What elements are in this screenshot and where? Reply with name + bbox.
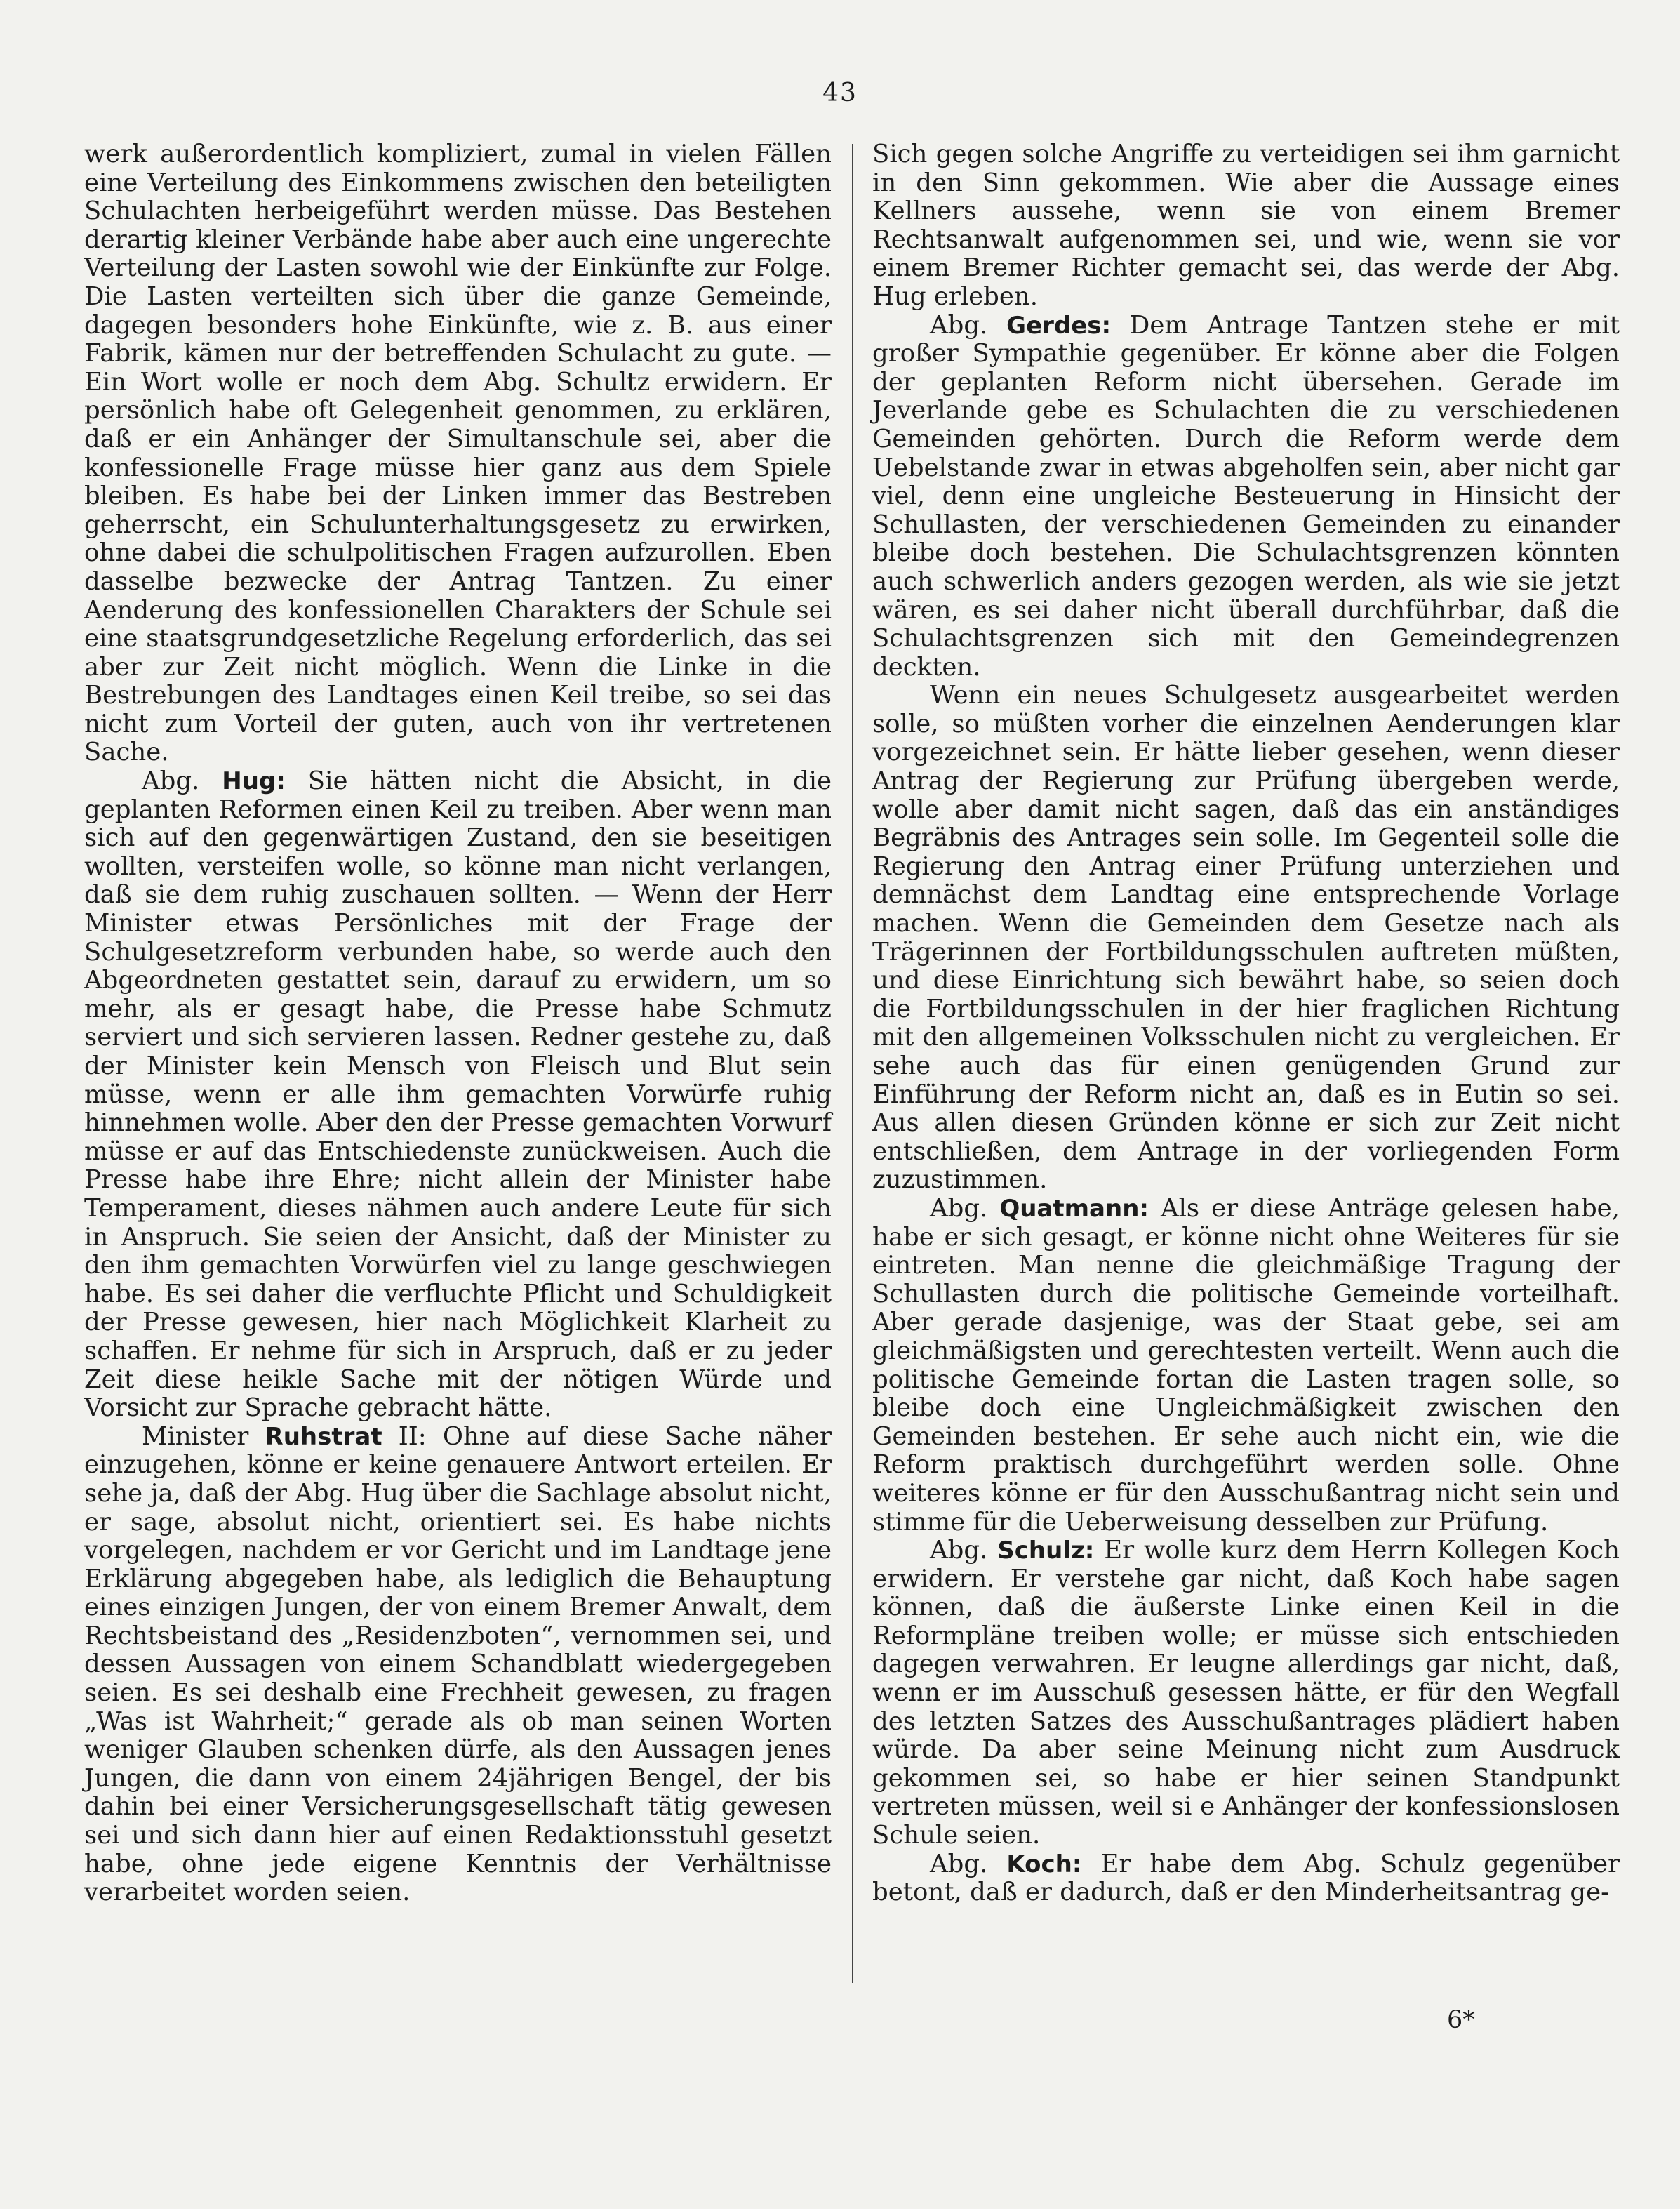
speaker-name: Schulz: (997, 1537, 1095, 1565)
speech-text: Er wolle kurz dem Herrn Kollegen Koch erwidern. Er verstehe gar nicht, daß Koch habe sagen können, daß die äußerste Linke einen Keil in die Reformpläne treiben wolle; er müsse sich entschieden dagegen verwahren. Er leugne allerdings gar nicht, daß, wenn er im Ausschuß gesessen hätte, er für den Wegfall des letzten Satzes des Ausschußantrages plädiert haben würde. Da aber seine Meinung nicht zum Ausdruck gekommen sei, so habe er hier seinen Standpunkt vertreten müssen, weil si e Anhänger der konfessionslosen Schule seien. (872, 1536, 1620, 1850)
page-number: 43 (822, 79, 858, 107)
speaker-prefix: Minister (142, 1421, 249, 1451)
sheet-signature: 6* (1447, 2006, 1475, 2034)
paragraph (872, 682, 1620, 1195)
paragraph-text: Sich gegen solche Angriffe zu verteidigen sei ihm garnicht in den Sinn gekommen. Wie aber die Aussage eines Kellners aussehe, wenn sie von einem Bremer Rechtsanwalt aufgenommen sei, und wie, wenn sie vor einem Bremer Richter gemacht sei, das werde der Abg. Hug erleben. (872, 140, 1620, 311)
paragraph-continuation (84, 140, 832, 767)
column-divider (852, 144, 853, 1983)
paragraph-text: Wenn ein neues Schulgesetz ausgearbeitet werden solle, so müßten vorher die einzelnen Aenderungen klar vorgezeichnet sein. Er hätte lieber gesehen, wenn dieser Antrag der Regierung zur Prüfung übergeben werde, wolle aber damit nicht sagen, daß das ein anständiges Begräbnis des Antrages sein solle. Im Gegenteil solle die Regierung den Antrag einer Prüfung unterziehen und demnächst dem Landtag eine entsprechende Vorlage machen. Wenn die Gemeinden dem Gesetze nach als Trägerinnen der Fortbildungsschulen auftreten müßten, und diese Einrichtung sich bewährt habe, so seien doch die Fortbildungsschulen in der hier fraglichen Richtung mit den allgemeinen Volksschulen nicht zu vergleichen. Er sehe auch das für einen genügenden Grund zur Einführung der Reform nicht an, daß es in Eutin so sei. Aus allen diesen Gründen könne er sich zur Zeit nicht entschließen, dem Antrage in der vorliegenden Form zuzustimmen. (872, 681, 1620, 1195)
speech-ruhstrat (84, 1423, 832, 1907)
speaker-prefix: Abg. (930, 1849, 988, 1878)
speech-hug (84, 767, 832, 1423)
speech-text: Als er diese Anträge gelesen habe, habe er sich gesagt, er könne nicht ohne Weiteres für sie eintreten. Man nenne die gleichmäßige Tragung der Schullasten durch die politische Gemeinde vorteilhaft. Aber gerade dasjenige, was der Staat gebe, sei am gleichmäßigsten und gerechtesten verteilt. Wenn auch die politische Gemeinde fortan die Lasten tragen solle, so bleibe doch eine Ungleichmäßigkeit zwischen den Gemeinden bestehen. Er sehe auch nicht ein, wie die Reform praktisch durchgeführt werden solle. Ohne weiteres könne er für den Ausschußantrag nicht sein und stimme für die Ueberweisung desselben zur Prüfung. (872, 1193, 1620, 1537)
speaker-prefix: Abg. (930, 1193, 988, 1223)
speech-text: Ohne auf diese Sache näher einzugehen, könne er keine genauere Antwort erteilen. Er sehe ja, daß der Abg. Hug über die Sachlage absolut nicht, er sage, absolut nicht, orientiert sei. Es habe nichts vorgelegen, nachdem er vor Gericht und im Landtage jene Erklärung abgegeben habe, als lediglich die Behauptung eines einzigen Jungen, der von einem Bremer Anwalt, dem Rechtsbeistand des „Residenzboten“, vernommen sei, und dessen Aussagen von einem Schandblatt wiedergegeben seien. Es sei deshalb eine Frechheit gewesen, zu fragen „Was ist Wahrheit;“ gerade als ob man seinen Worten weniger Glauben schenken dürfe, als den Aussagen jenes Jungen, die dann von einem 24jährigen Bengel, der bis dahin bei einer Versicherungsgesellschaft tätig gewesen sei und sich dann hier auf einen Redaktionsstuhl gesetzt habe, ohne jede eigene Kenntnis der Verhältnisse verarbeitet worden seien. (84, 1421, 832, 1907)
speaker-suffix: II: (382, 1421, 427, 1451)
speaker-name: Koch: (1006, 1850, 1082, 1878)
speech-quatmann (872, 1195, 1620, 1537)
speech-text: Er habe dem Abg. Schulz gegenüber betont, daß er dadurch, daß er den Minderheitsantrag ge- (872, 1849, 1620, 1907)
speech-schulz (872, 1537, 1620, 1850)
speaker-name: Quatmann: (999, 1194, 1149, 1223)
speaker-name: Ruhstrat (265, 1422, 382, 1451)
speaker-prefix: Abg. (930, 310, 988, 340)
speech-text: Sie hätten nicht die Absicht, in die geplanten Reformen einen Keil zu treiben. Aber wenn man sich auf den gegenwärtigen Zustand, den sie beseitigen wollten, versteifen wolle, so könne man nicht verlangen, daß sie dem ruhig zuschauen sollten. — Wenn der Herr Minister etwas Persönliches mit der Frage der Schulgesetzreform verbunden habe, so werde auch den Abgeordneten gestattet sein, darauf zu erwidern, um so mehr, als er gesagt habe, die Presse habe Schmutz serviert und sich servieren lassen. Redner gestehe zu, daß der Minister kein Mensch von Fleisch und Blut sein müsse, wenn er alle ihm gemachten Vorwürfe ruhig hinnehmen wolle. Aber den der Presse gemachten Vorwurf müsse er auf das Entschiedenste zunückweisen. Auch die Presse habe ihre Ehre; nicht allein der Minister habe Temperament, dieses nähmen auch andere Leute für sich in Anspruch. Sie seien der Ansicht, daß der Minister zu den ihm gemachten Vorwürfen viel zu lange geschwiegen habe. Es sei daher die verfluchte Pflicht und Schuldigkeit der Presse gewesen, hier nach Möglichkeit Klarheit zu schaffen. Er nehme für sich in Arspruch, daß er zu jeder Zeit diese heikle Sache mit der nötigen Würde und Vorsicht zur Sprache gebracht hätte. (84, 767, 832, 1423)
speaker-prefix: Abg. (142, 767, 200, 796)
speaker-prefix: Abg. (930, 1536, 988, 1565)
speech-text: Dem Antrage Tantzen stehe er mit großer Sympathie gegenüber. Er könne aber die Folgen der geplanten Reform nicht übersehen. Gerade im Jeverlande gebe es Schulachten die zu verschiedenen Gemeinden gehörten. Durch die Reform werde dem Uebelstande zwar in etwas abgeholfen sein, aber nicht gar viel, denn eine ungleiche Besteuerung in Hinsicht der Schullasten, der verschiedenen Gemeinden zu einander bleibe doch bestehen. Die Schulachtsgrenzen könnten auch schwerlich anders gezogen werden, als wie sie jetzt wären, es sei daher nicht überall durchführbar, daß die Schulachtsgrenzen sich mit den Gemeindegrenzen deckten. (872, 310, 1620, 682)
paragraph-text: werk außerordentlich kompliziert, zumal in vielen Fällen eine Verteilung des Einkommens zwischen den beteiligten Schulachten herbeigeführt werden müsse. Das Bestehen derartig kleiner Verbände habe aber auch eine ungerechte Verteilung der Lasten sowohl wie der Einkünfte zur Folge. Die Lasten verteilten sich über die ganze Gemeinde, dagegen besonders hohe Einkünfte, wie z. B. aus einer Fabrik, kämen nur der betreffenden Schulacht zu gute. — Ein Wort wolle er noch dem Abg. Schultz erwidern. Er persönlich habe oft Gelegenheit genommen, zu erklären, daß er ein Anhänger der Simultanschule sei, aber die konfessionelle Frage müsse hier ganz aus dem Spiele bleiben. Es habe bei der Linken immer das Bestreben geherrscht, ein Schulunterhaltungsgesetz zu erwirken, ohne dabei die schulpolitischen Fragen aufzurollen. Eben dasselbe bezwecke der Antrag Tantzen. Zu einer Aenderung des konfessionellen Charakters der Schule sei eine staatsgrundgesetzliche Regelung erforderlich, das sei aber zur Zeit nicht möglich. Wenn die Linke in die Bestrebungen des Landtages einen Keil treibe, so sei das nicht zum Vorteil der guten, auch von ihr vertretenen Sache. (84, 140, 832, 767)
right-column (872, 140, 1620, 1907)
speaker-name: Hug: (222, 767, 286, 796)
left-column (84, 140, 832, 1907)
speech-gerdes (872, 312, 1620, 682)
paragraph-continuation (872, 140, 1620, 312)
speech-koch (872, 1850, 1620, 1907)
speaker-name: Gerdes: (1006, 311, 1112, 340)
